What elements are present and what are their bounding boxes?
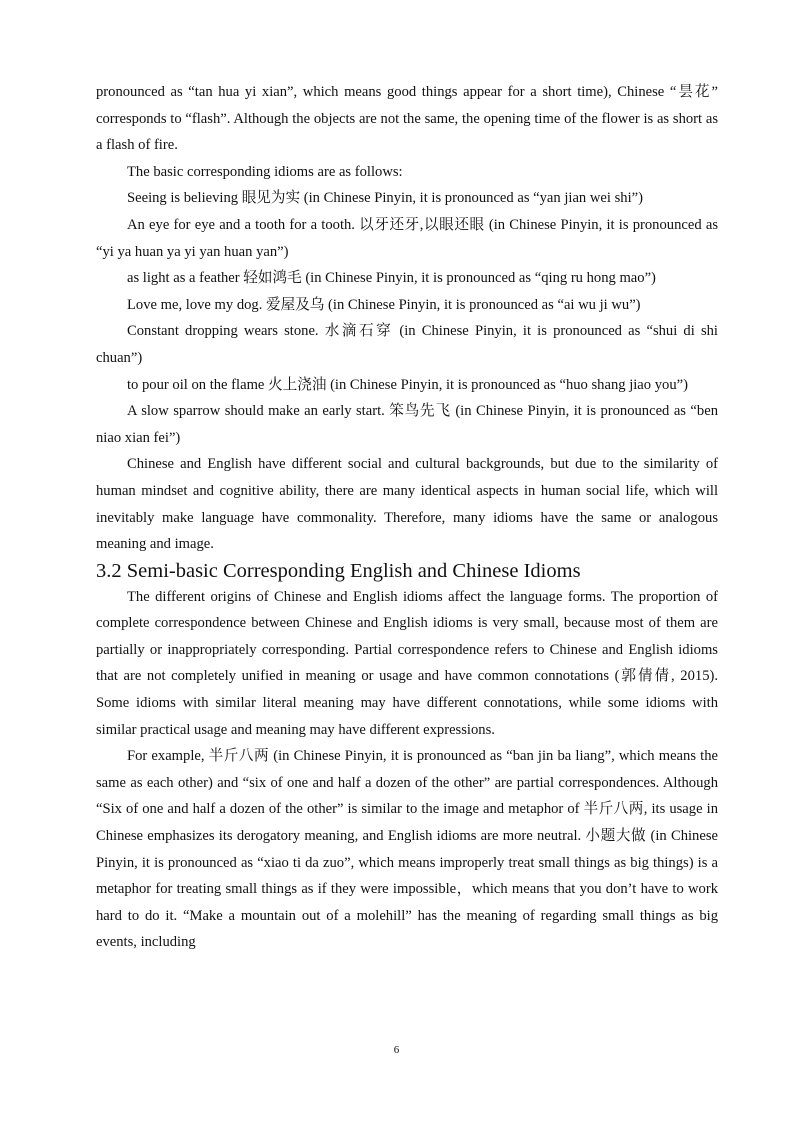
paragraph: pronounced as “tan hua yi xian”, which means good things appear for a short time), Chinese “昙花” corresponds to “flash”. Although the objects are not the same, the opening time of the flower is as short as a flash of fire. — [96, 84, 718, 154]
idiom-line: as light as a feather 轻如鸿毛 (in Chinese Pinyin, it is pronounced as “qing ru hong mao”) — [127, 270, 656, 287]
idiom-line: Love me, love my dog. 爱屋及乌 (in Chinese Pinyin, it is pronounced as “ai wu ji wu”) — [127, 296, 641, 313]
idiom-line: A slow sparrow should make an early start. 笨鸟先飞 (in Chinese Pinyin, it is pronounced as “ben niao xian fei”) — [96, 403, 718, 446]
paragraph: Chinese and English have different social and cultural backgrounds, but due to the similarity of human mindset and cognitive ability, there are many identical aspects in human social life, which will inevitably make language have commonality. Therefore, many idioms have the same or analogous meaning and image. — [96, 456, 718, 553]
paragraph: For example, 半斤八两 (in Chinese Pinyin, it is pronounced as “ban jin ba liang”, which means the same as each other) and “six of one and half a dozen of the other” are partial correspondences. Although “Six of one and half a dozen of the other” is similar to the image and metaphor of 半斤八两, its usage in Chinese emphasizes its derogatory meaning, and English idioms are more neutral. 小题大做 (in Chinese Pinyin, it is pronounced as “xiao ti da zuo”, which means improperly treat small things as big things) is a metaphor for treating small things as if they were impossible，which means that you don’t have to work hard to do it. “Make a mountain out of a molehill” has the meaning of regarding small things as big events, including — [96, 748, 718, 951]
idiom-line: Seeing is believing 眼见为实 (in Chinese Pinyin, it is pronounced as “yan jian wei shi”) — [127, 190, 643, 207]
paragraph: The different origins of Chinese and English idioms affect the language forms. The proportion of complete correspondence between Chinese and English idioms is very small, because most of them are partially or inappropriately corresponding. Partial correspondence refers to Chinese and English idioms that are not completely unified in meaning or usage and have common connotations (郭倩倩, 2015). Some idioms with similar literal meaning may have different connotations, while some idioms with similar practical usage and meaning may have different expressions. — [96, 588, 718, 738]
idiom-line: Constant dropping wears stone. 水滴石穿 (in Chinese Pinyin, it is pronounced as “shui di shi chuan”) — [96, 323, 718, 366]
body-text — [96, 79, 718, 956]
paragraph: The basic corresponding idioms are as follows: — [127, 163, 403, 180]
section-heading: 3.2 Semi-basic Corresponding English and Chinese Idioms — [96, 559, 581, 582]
page-number: 6 — [393, 1044, 400, 1056]
idiom-line: An eye for eye and a tooth for a tooth. 以牙还牙,以眼还眼 (in Chinese Pinyin, it is pronounced as “yi ya huan ya yi yan huan yan”) — [96, 216, 718, 260]
idiom-line: to pour oil on the flame 火上浇油 (in Chinese Pinyin, it is pronounced as “huo shang jiao you”) — [127, 376, 688, 393]
